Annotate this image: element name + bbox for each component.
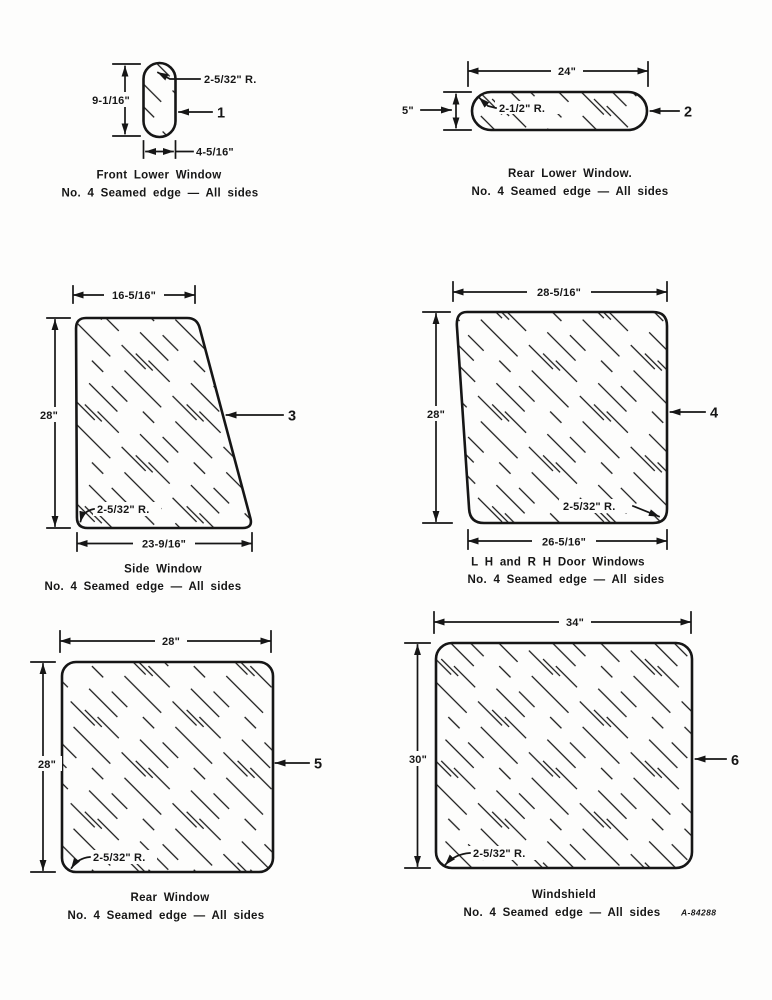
panel-3-height-dim: 28"	[39, 410, 59, 422]
callout-number-5: 5	[314, 756, 323, 773]
callout-number-6: 6	[731, 753, 740, 769]
panel-4-radius-dim: 2-5/32" R.	[563, 501, 616, 513]
panel-3-bottom-width-dim: 23-9/16"	[141, 538, 187, 551]
panel-2-radius-dim: 2-1/2" R.	[499, 103, 546, 115]
callout-number-3: 3	[288, 408, 297, 425]
width-witness-lines	[144, 141, 194, 158]
glass-outline	[62, 662, 273, 872]
drawing-number: A-84288	[681, 907, 717, 918]
panel-3-radius-dim: 2-5/32" R.	[97, 504, 150, 516]
panel-6-caption: Windshield	[531, 889, 597, 901]
panel-6-note: No. 4 Seamed edge — All sides	[463, 907, 661, 919]
panel-4-height-dim: 28"	[426, 409, 446, 421]
panel-3-caption: Side Window	[124, 563, 202, 576]
panel-1-note: No. 4 Seamed edge — All sides	[61, 187, 259, 200]
panel-1-caption: Front Lower Window	[96, 169, 222, 182]
panel-2-note: No. 4 Seamed edge — All sides	[471, 186, 669, 198]
glass-outline	[436, 643, 692, 868]
panel-1-height-dim: 9-1/16"	[92, 95, 130, 107]
panel-1-radius-dim: 2-5/32" R.	[204, 74, 257, 86]
height-witness-lines	[444, 92, 471, 130]
panel-3-note: No. 4 Seamed edge — All sides	[44, 581, 242, 593]
panel-5-note: No. 4 Seamed edge — All sides	[67, 910, 265, 922]
panel-6-height-dim: 30"	[408, 754, 428, 766]
panel-1-width-dim: 4-5/16"	[196, 146, 234, 159]
height-witness-lines	[47, 318, 70, 528]
glass-outline	[76, 318, 251, 528]
panel-rear-window	[31, 631, 322, 922]
panel-6-width-dim: 34"	[565, 617, 585, 629]
panel-5-width-dim: 28"	[161, 636, 181, 648]
glass-outline	[457, 312, 667, 523]
panel-2-width-dim: 24"	[557, 66, 577, 78]
panel-side-window	[34, 286, 296, 593]
panel-5-radius-dim: 2-5/32" R.	[93, 852, 146, 864]
panel-4-bottom-width-dim: 26-5/16"	[541, 536, 587, 549]
panel-windshield	[403, 612, 739, 919]
panel-door-windows	[421, 282, 718, 586]
callout-number-2: 2	[684, 104, 693, 121]
panel-4-note: No. 4 Seamed edge — All sides	[467, 574, 665, 586]
panel-6-radius-dim: 2-5/32" R.	[473, 848, 526, 860]
panel-rear-lower-window	[402, 62, 692, 198]
callout-number-1: 1	[217, 105, 226, 122]
panel-5-caption: Rear Window	[130, 892, 210, 904]
panel-front-lower-window	[62, 63, 259, 200]
panel-3-top-width-dim: 16-5/16"	[111, 290, 157, 302]
panel-2-height-dim: 5"	[402, 105, 414, 117]
panel-5-height-dim: 28"	[37, 759, 57, 771]
panel-4-top-width-dim: 28-5/16"	[536, 287, 582, 299]
panel-2-caption: Rear Lower Window.	[508, 168, 632, 180]
panel-4-caption: L H and R H Door Windows	[471, 556, 645, 569]
callout-number-4: 4	[710, 405, 719, 422]
